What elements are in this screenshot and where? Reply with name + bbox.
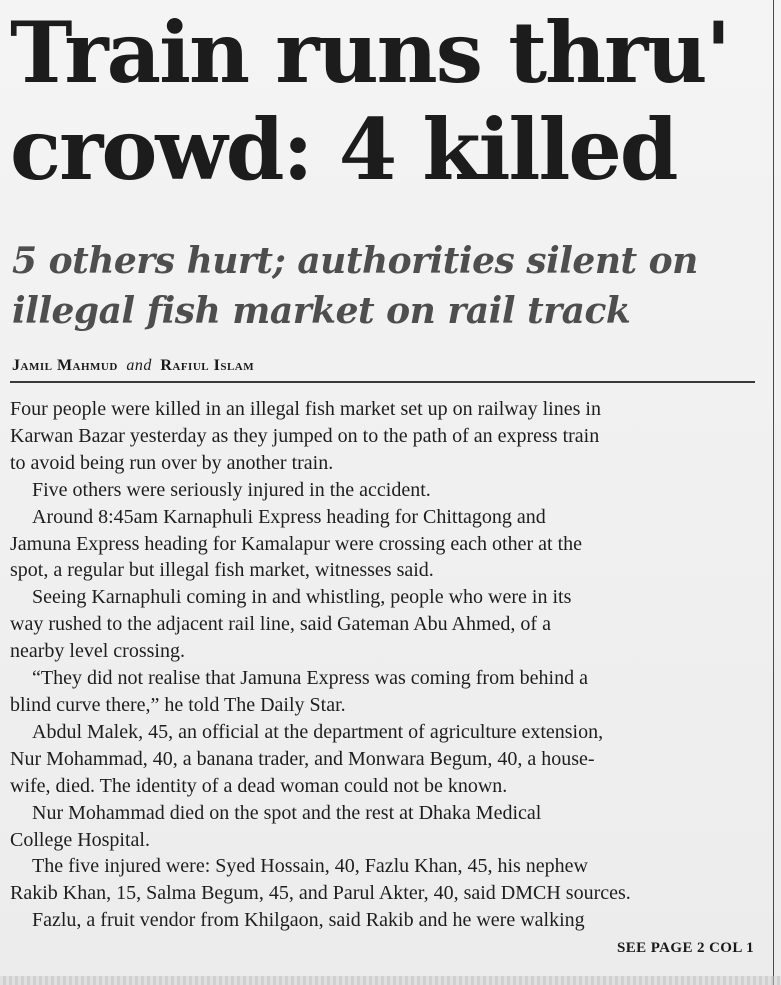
article-line: Karwan Bazar yesterday as they jumped on to the path of an express train	[10, 424, 600, 447]
article-line: Five others were seriously injured in the accident.	[32, 478, 431, 501]
article-line: Rakib Khan, 15, Salma Begum, 45, and Parul Akter, 40, said DMCH sources.	[10, 882, 631, 905]
article-line: blind curve there,” he told The Daily Star.	[10, 693, 346, 716]
article-line: way rushed to the adjacent rail line, said Gateman Abu Ahmed, of a	[10, 613, 551, 636]
article-paragraph	[10, 907, 760, 934]
article-line: spot, a regular but illegal fish market, witnesses said.	[10, 559, 434, 582]
byline	[12, 357, 254, 375]
article-line: “They did not realise that Jamuna Express was coming from behind a	[32, 667, 588, 690]
article-line: Abdul Malek, 45, an official at the department of agriculture extension,	[32, 720, 604, 743]
article-paragraph	[10, 719, 760, 800]
article-line: nearby level crossing.	[10, 640, 185, 663]
article-line: Nur Mohammad died on the spot and the rest at Dhaka Medical	[32, 801, 542, 824]
article-paragraph	[10, 665, 760, 719]
article-line: to avoid being run over by another train.	[10, 451, 334, 474]
continuation-jump-line: SEE PAGE 2 COL 1	[617, 940, 754, 956]
article-paragraph	[10, 504, 760, 585]
article-line: Jamuna Express heading for Kamalapur were crossing each other at the	[10, 532, 583, 555]
article-paragraph	[10, 396, 760, 477]
article-line: Nur Mohammad, 40, a banana trader, and Monwara Begum, 40, a house-	[10, 747, 595, 770]
byline-conjunction: and	[126, 357, 152, 374]
article-paragraph	[10, 800, 760, 854]
article-paragraph	[10, 477, 760, 504]
article-paragraph	[10, 853, 760, 907]
subheadline: 5 others hurt; authorities silent on illegal fish market on rail track	[12, 240, 698, 332]
article-line: College Hospital.	[10, 828, 150, 851]
article-paragraph	[10, 584, 760, 665]
article-body	[10, 396, 760, 934]
byline-rule	[10, 381, 755, 383]
article-line: Four people were killed in an illegal fish market set up on railway lines in	[10, 398, 601, 420]
byline-author-2: Rafiul Islam	[160, 357, 255, 374]
article-line: Around 8:45am Karnaphuli Express heading for Chittagong and	[32, 505, 546, 528]
page-bottom-edge	[0, 976, 781, 985]
article-line: Seeing Karnaphuli coming in and whistling, people who were in its	[32, 586, 572, 609]
article-line: The five injured were: Syed Hossain, 40, Fazlu Khan, 45, his nephew	[32, 855, 588, 878]
article-line: Fazlu, a fruit vendor from Khilgaon, said Rakib and he were walking	[32, 909, 585, 932]
column-rule	[773, 0, 774, 985]
byline-author-1: Jamil Mahmud	[12, 357, 118, 374]
headline: Train runs thru' crowd: 4 killed	[10, 3, 730, 199]
article-line: wife, died. The identity of a dead woman could not be known.	[10, 774, 508, 797]
